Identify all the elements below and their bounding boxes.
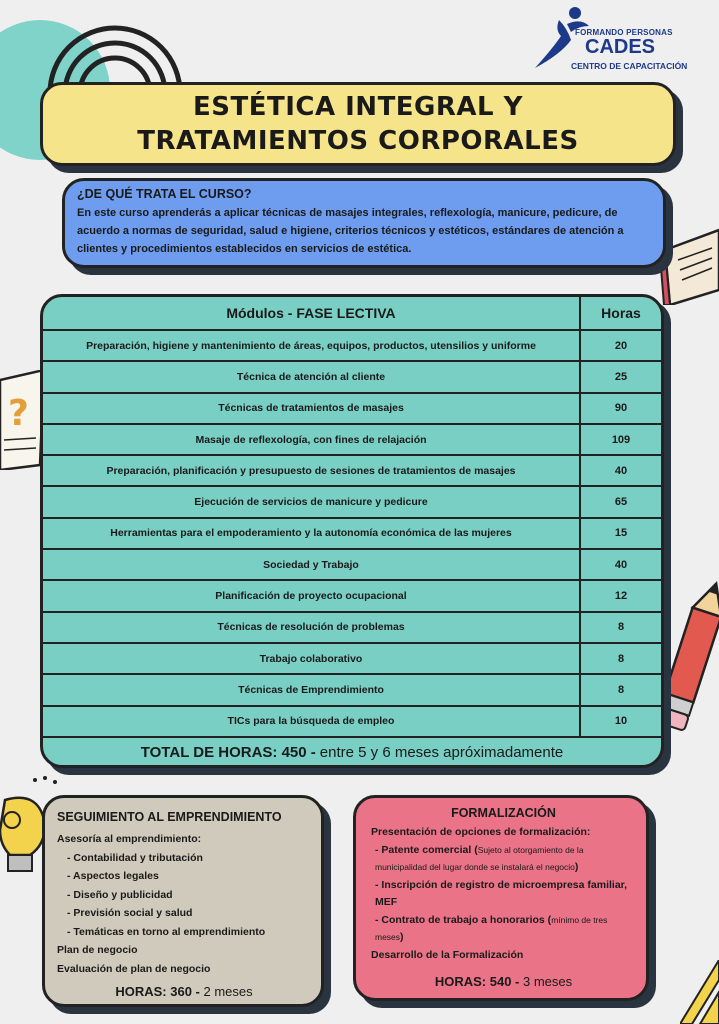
module-hours: 12 bbox=[614, 590, 628, 603]
table-row bbox=[43, 394, 661, 425]
module-name: Técnicas de resolución de problemas bbox=[43, 613, 581, 642]
patente-label: - Patente comercial ( bbox=[375, 843, 478, 856]
table-row bbox=[43, 675, 661, 706]
logo-subtitle: CENTRO DE CAPACITACIÓN bbox=[571, 61, 688, 71]
book-icon bbox=[660, 210, 719, 305]
about-heading: ¿DE QUÉ TRATA EL CURSO? bbox=[77, 187, 252, 201]
table-row bbox=[43, 581, 661, 612]
module-name: Técnicas de tratamientos de masajes bbox=[43, 394, 581, 423]
cades-logo bbox=[531, 4, 701, 74]
pencil-icon bbox=[668, 570, 719, 740]
formalizacion-hours-text: 3 meses bbox=[523, 974, 573, 989]
logo-tagline: FORMANDO PERSONAS bbox=[575, 28, 673, 37]
module-name: Ejecución de servicios de manicure y pedicure bbox=[43, 487, 581, 516]
module-name: Preparación, higiene y mantenimiento de áreas, equipos, productos, utensilios y uniforme bbox=[43, 331, 581, 360]
table-row bbox=[43, 550, 661, 581]
seguimiento-section bbox=[42, 795, 324, 1007]
module-name: Preparación, planificación y presupuesto de sesiones de tratamientos de masajes bbox=[43, 456, 581, 485]
formalizacion-line: - Inscripción de registro de microempresa familiar, MEF bbox=[375, 878, 628, 908]
modules-table bbox=[40, 294, 664, 768]
module-hours: 8 bbox=[617, 683, 625, 696]
contrato-close: ) bbox=[400, 931, 404, 943]
table-row bbox=[43, 456, 661, 487]
table-row bbox=[43, 613, 661, 644]
module-hours: 40 bbox=[614, 464, 628, 477]
module-hours: 15 bbox=[614, 527, 628, 540]
seguimiento-hours-label: HORAS: 360 - bbox=[115, 984, 200, 999]
table-header bbox=[43, 297, 661, 331]
module-name: Trabajo colaborativo bbox=[43, 644, 581, 673]
module-name: Herramientas para el empoderamiento y la autonomía económica de las mujeres bbox=[43, 519, 581, 548]
decorative-stripes bbox=[680, 960, 719, 1024]
module-hours: 90 bbox=[614, 402, 628, 415]
module-hours: 8 bbox=[617, 652, 625, 665]
table-row bbox=[43, 362, 661, 393]
about-section bbox=[62, 178, 666, 268]
about-text: En este curso aprenderás a aplicar técnicas de masajes integrales, reflexología, manicure, pedicure, de acuerdo a normas de seguridad, salud e higiene, criterios técnicos y estéticos, estándares de atención a clientes y procedimientos establecidos en servicios de estética. bbox=[77, 207, 624, 255]
total-text: entre 5 y 6 meses apróximadamente bbox=[319, 744, 564, 762]
patente-close: ) bbox=[574, 861, 579, 873]
module-name: Técnica de atención al cliente bbox=[43, 362, 581, 391]
header-hours: Horas bbox=[601, 305, 641, 321]
total-hours bbox=[43, 738, 661, 768]
module-hours: 65 bbox=[614, 496, 628, 509]
module-hours: 40 bbox=[614, 558, 628, 571]
seguimiento-line: - Previsión social y salud bbox=[67, 907, 193, 919]
title-line-1: ESTÉTICA INTEGRAL Y bbox=[192, 92, 523, 122]
formalizacion-hours-label: HORAS: 540 - bbox=[434, 974, 520, 989]
contrato-note: mínimo de tres meses bbox=[375, 914, 608, 942]
formalizacion-section bbox=[353, 795, 649, 1001]
module-name: Sociedad y Trabajo bbox=[43, 550, 581, 579]
table-row bbox=[43, 519, 661, 550]
table-row bbox=[43, 331, 661, 362]
seguimiento-line: - Diseño y publicidad bbox=[67, 888, 173, 901]
contrato-label: - Contrato de trabajo a honorarios ( bbox=[375, 913, 552, 926]
course-title bbox=[40, 82, 676, 166]
module-name: Planificación de proyecto ocupacional bbox=[43, 581, 581, 610]
seguimiento-line: - Aspectos legales bbox=[67, 870, 159, 882]
module-name: TICs para la búsqueda de empleo bbox=[43, 707, 581, 736]
formalizacion-heading: FORMALIZACIÓN bbox=[451, 806, 556, 820]
header-module: Módulos - FASE LECTIVA bbox=[43, 297, 581, 329]
module-hours: 20 bbox=[614, 339, 628, 352]
seguimiento-line: Evaluación de plan de negocio bbox=[57, 962, 211, 975]
formalizacion-line: Desarrollo de la Formalización bbox=[371, 948, 524, 961]
seguimiento-line: - Temáticas en torno al emprendimiento bbox=[67, 925, 266, 938]
module-hours: 8 bbox=[617, 621, 625, 634]
seguimiento-hours bbox=[57, 984, 311, 999]
seguimiento-line: Asesoría al emprendimiento: bbox=[57, 833, 202, 845]
seguimiento-hours-text: 2 meses bbox=[203, 984, 253, 999]
seguimiento-heading: SEGUIMIENTO AL EMPRENDIMIENTO bbox=[57, 810, 282, 824]
module-name: Masaje de reflexología, con fines de relajación bbox=[43, 425, 581, 454]
patente-note: Sujeto al otorgamiento de la municipalidad del lugar donde se instalará el negocio bbox=[375, 844, 584, 872]
module-name: Técnicas de Emprendimiento bbox=[43, 675, 581, 704]
module-hours: 10 bbox=[614, 715, 628, 728]
module-hours: 25 bbox=[614, 370, 628, 383]
table-row bbox=[43, 707, 661, 738]
formalizacion-line bbox=[371, 912, 636, 947]
svg-text:?: ? bbox=[8, 393, 29, 434]
seguimiento-line: - Contabilidad y tributación bbox=[67, 851, 203, 864]
question-note-icon bbox=[0, 370, 44, 470]
title-line-2: TRATAMIENTOS CORPORALES bbox=[137, 126, 579, 156]
formalizacion-line: Presentación de opciones de formalización: bbox=[371, 826, 591, 838]
table-row bbox=[43, 487, 661, 518]
formalizacion-line bbox=[371, 842, 636, 877]
logo-name: CADES bbox=[585, 36, 656, 58]
table-row bbox=[43, 425, 661, 456]
formalizacion-hours bbox=[371, 974, 636, 989]
total-label: TOTAL DE HORAS: 450 - bbox=[140, 744, 316, 762]
module-hours: 109 bbox=[611, 433, 631, 446]
seguimiento-line: Plan de negocio bbox=[57, 944, 138, 956]
table-row bbox=[43, 644, 661, 675]
